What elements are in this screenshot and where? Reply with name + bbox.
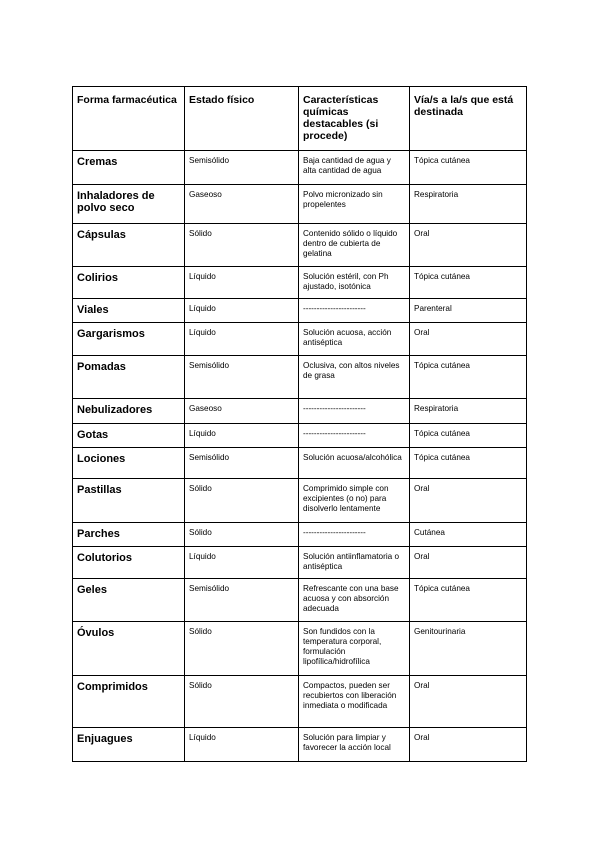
cell-caracteristicas: ----------------------- bbox=[299, 523, 410, 547]
cell-estado: Líquido bbox=[185, 547, 299, 579]
cell-caracteristicas: ----------------------- bbox=[299, 299, 410, 323]
table-row bbox=[73, 399, 527, 424]
table-row bbox=[73, 523, 527, 547]
cell-estado: Semisólido bbox=[185, 448, 299, 479]
cell-forma: Gotas bbox=[73, 424, 185, 448]
cell-via: Oral bbox=[410, 676, 527, 728]
table-row bbox=[73, 151, 527, 185]
cell-via: Respiratoria bbox=[410, 185, 527, 224]
cell-caracteristicas: Contenido sólido o líquido dentro de cubierta de gelatina bbox=[299, 224, 410, 267]
cell-caracteristicas: ----------------------- bbox=[299, 399, 410, 424]
header-via: Vía/s a la/s que está destinada bbox=[410, 87, 527, 151]
cell-caracteristicas: Son fundidos con la temperatura corporal, formulación lipofílica/hidrofílica bbox=[299, 622, 410, 676]
table-row bbox=[73, 299, 527, 323]
cell-forma: Parches bbox=[73, 523, 185, 547]
table-row bbox=[73, 622, 527, 676]
cell-estado: Sólido bbox=[185, 622, 299, 676]
dosage-forms-table bbox=[72, 86, 527, 762]
header-caracteristicas: Características químicas destacables (si procede) bbox=[299, 87, 410, 151]
table-row bbox=[73, 579, 527, 622]
cell-via: Genitourinaria bbox=[410, 622, 527, 676]
cell-via: Tópica cutánea bbox=[410, 151, 527, 185]
cell-forma: Pomadas bbox=[73, 356, 185, 399]
table-row bbox=[73, 267, 527, 299]
cell-forma: Colutorios bbox=[73, 547, 185, 579]
cell-via: Cutánea bbox=[410, 523, 527, 547]
cell-estado: Gaseoso bbox=[185, 185, 299, 224]
cell-via: Tópica cutánea bbox=[410, 424, 527, 448]
cell-estado: Semisólido bbox=[185, 151, 299, 185]
cell-estado: Sólido bbox=[185, 479, 299, 523]
cell-via: Oral bbox=[410, 224, 527, 267]
cell-estado: Sólido bbox=[185, 523, 299, 547]
cell-caracteristicas: Baja cantidad de agua y alta cantidad de agua bbox=[299, 151, 410, 185]
cell-forma: Viales bbox=[73, 299, 185, 323]
cell-estado: Líquido bbox=[185, 299, 299, 323]
table-row bbox=[73, 356, 527, 399]
cell-via: Tópica cutánea bbox=[410, 579, 527, 622]
cell-forma: Colirios bbox=[73, 267, 185, 299]
table-row bbox=[73, 224, 527, 267]
cell-caracteristicas: Solución para limpiar y favorecer la acción local bbox=[299, 728, 410, 762]
cell-caracteristicas: Solución antiinflamatoria o antiséptica bbox=[299, 547, 410, 579]
cell-forma: Gargarismos bbox=[73, 323, 185, 356]
cell-estado: Líquido bbox=[185, 424, 299, 448]
cell-via: Tópica cutánea bbox=[410, 448, 527, 479]
cell-caracteristicas: Solución estéril, con Ph ajustado, isotónica bbox=[299, 267, 410, 299]
table-row bbox=[73, 424, 527, 448]
table-row bbox=[73, 185, 527, 224]
cell-caracteristicas: Solución acuosa/alcohólica bbox=[299, 448, 410, 479]
cell-via: Oral bbox=[410, 323, 527, 356]
cell-estado: Semisólido bbox=[185, 356, 299, 399]
cell-estado: Sólido bbox=[185, 676, 299, 728]
cell-forma: Inhaladores de polvo seco bbox=[73, 185, 185, 224]
table-row bbox=[73, 547, 527, 579]
cell-caracteristicas: Solución acuosa, acción antiséptica bbox=[299, 323, 410, 356]
cell-caracteristicas: ----------------------- bbox=[299, 424, 410, 448]
table-row bbox=[73, 323, 527, 356]
table-row bbox=[73, 676, 527, 728]
cell-forma: Cápsulas bbox=[73, 224, 185, 267]
cell-estado: Gaseoso bbox=[185, 399, 299, 424]
header-estado: Estado físico bbox=[185, 87, 299, 151]
cell-forma: Enjuagues bbox=[73, 728, 185, 762]
table-row bbox=[73, 728, 527, 762]
cell-caracteristicas: Oclusiva, con altos niveles de grasa bbox=[299, 356, 410, 399]
cell-forma: Pastillas bbox=[73, 479, 185, 523]
cell-via: Oral bbox=[410, 479, 527, 523]
table-row bbox=[73, 448, 527, 479]
cell-via: Respiratoria bbox=[410, 399, 527, 424]
cell-estado: Líquido bbox=[185, 728, 299, 762]
table-row bbox=[73, 479, 527, 523]
cell-via: Parenteral bbox=[410, 299, 527, 323]
cell-forma: Óvulos bbox=[73, 622, 185, 676]
cell-caracteristicas: Comprimido simple con excipientes (o no) para disolverlo lentamente bbox=[299, 479, 410, 523]
cell-via: Tópica cutánea bbox=[410, 267, 527, 299]
cell-forma: Geles bbox=[73, 579, 185, 622]
cell-caracteristicas: Compactos, pueden ser recubiertos con liberación inmediata o modificada bbox=[299, 676, 410, 728]
header-forma: Forma farmacéutica bbox=[73, 87, 185, 151]
cell-caracteristicas: Refrescante con una base acuosa y con absorción adecuada bbox=[299, 579, 410, 622]
cell-via: Oral bbox=[410, 728, 527, 762]
cell-forma: Cremas bbox=[73, 151, 185, 185]
cell-estado: Líquido bbox=[185, 323, 299, 356]
cell-estado: Líquido bbox=[185, 267, 299, 299]
cell-forma: Comprimidos bbox=[73, 676, 185, 728]
cell-forma: Lociones bbox=[73, 448, 185, 479]
cell-caracteristicas: Polvo micronizado sin propelentes bbox=[299, 185, 410, 224]
table-header-row bbox=[73, 87, 527, 151]
cell-estado: Sólido bbox=[185, 224, 299, 267]
cell-estado: Semisólido bbox=[185, 579, 299, 622]
cell-via: Tópica cutánea bbox=[410, 356, 527, 399]
cell-via: Oral bbox=[410, 547, 527, 579]
cell-forma: Nebulizadores bbox=[73, 399, 185, 424]
